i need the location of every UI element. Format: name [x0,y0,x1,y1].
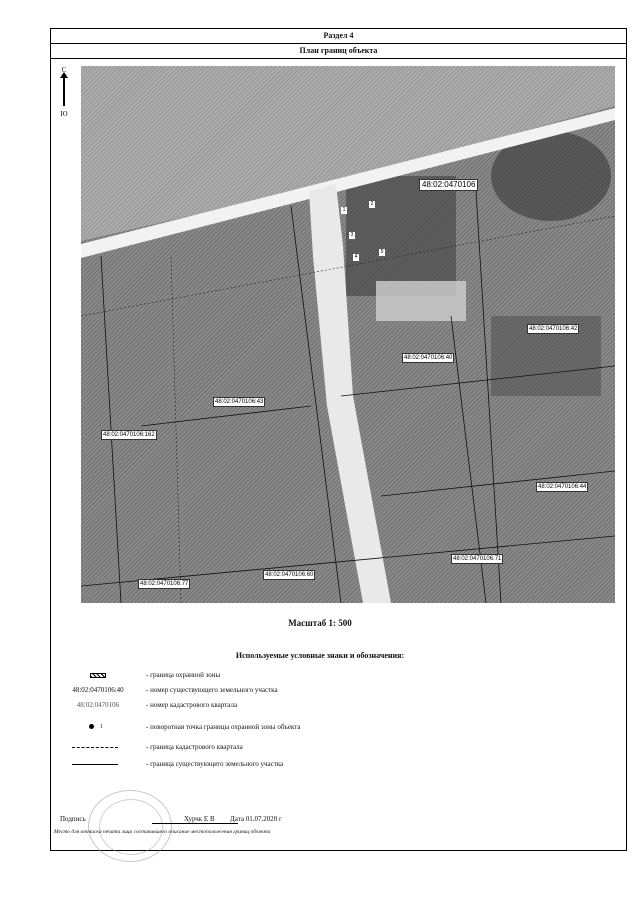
parcel-label: 48:02:0470106:162 [103,432,155,438]
legend-point-number: 1 [100,724,103,730]
legend-title: Используемые условные знаки и обозначения: [235,651,405,660]
parcel-label: 48:02:0470106:42 [529,326,578,332]
legend-text: - номер кадастрового квартала [146,701,238,709]
dashed-line-icon [58,741,138,753]
legend-text: - поворотная точка границы охранной зоны объекта [146,723,301,731]
north-arrow-icon [57,66,71,122]
signer-name: Хурчк Е В [184,815,215,823]
stamp-icon [88,790,172,862]
map-scale: Масштаб 1: 500 [288,618,352,628]
legend-text: - граница кадастрового квартала [146,743,243,751]
compass-north-label: С [61,66,67,74]
parcel-label: 48:02:0470106:44 [538,484,587,490]
legend-item [0,684,640,696]
legend-item [0,721,640,733]
legend-text: - номер существующего земельного участка [146,686,278,694]
parcel-label: 48:02:0470106:43 [215,399,264,405]
legend-text: - граница существующего земельного участка [146,760,284,768]
signature-label: Подпись [60,815,86,823]
turning-point: 5 [380,249,384,255]
turning-point: 3 [350,232,354,238]
hatched-boundary-icon [58,669,138,681]
aerial-photo [81,66,615,603]
signature-date: Дата 01.07.2020 г [230,815,282,823]
parcel-label: 48:02:0470106:77 [140,581,189,587]
parcel-label: 48:02:0470106:60 [265,572,314,578]
legend-symbol: 48:02:0470106 [76,701,120,709]
compass-south-label: Ю [60,110,68,118]
turning-point: 4 [354,254,358,260]
parcel-label: 48:02:0470106:71 [453,556,502,562]
arrow-up-icon [63,76,65,106]
legend-item [0,741,640,753]
signature-row [60,812,560,826]
legend-item [0,699,640,711]
turning-point-icon [58,721,138,733]
legend-item [0,669,640,681]
turning-point: 1 [342,207,346,213]
stamp-note: Место для оттиска печати лица составившего описание местоположения границ объекта [54,829,271,835]
legend-item [0,758,640,770]
legend-text: - граница охранной зоны [146,671,221,679]
aerial-map [81,66,615,603]
parcel-label: 48:02:0470106:40 [404,355,453,361]
solid-line-icon [58,758,138,770]
plan-title: План границ объекта [51,44,626,59]
section-title: Раздел 4 [51,29,626,44]
turning-point: 2 [370,201,374,207]
cadastral-quarter-label: 48:02:0470106 [419,179,478,191]
legend-symbol: 48:02:0470106:40 [72,686,124,694]
